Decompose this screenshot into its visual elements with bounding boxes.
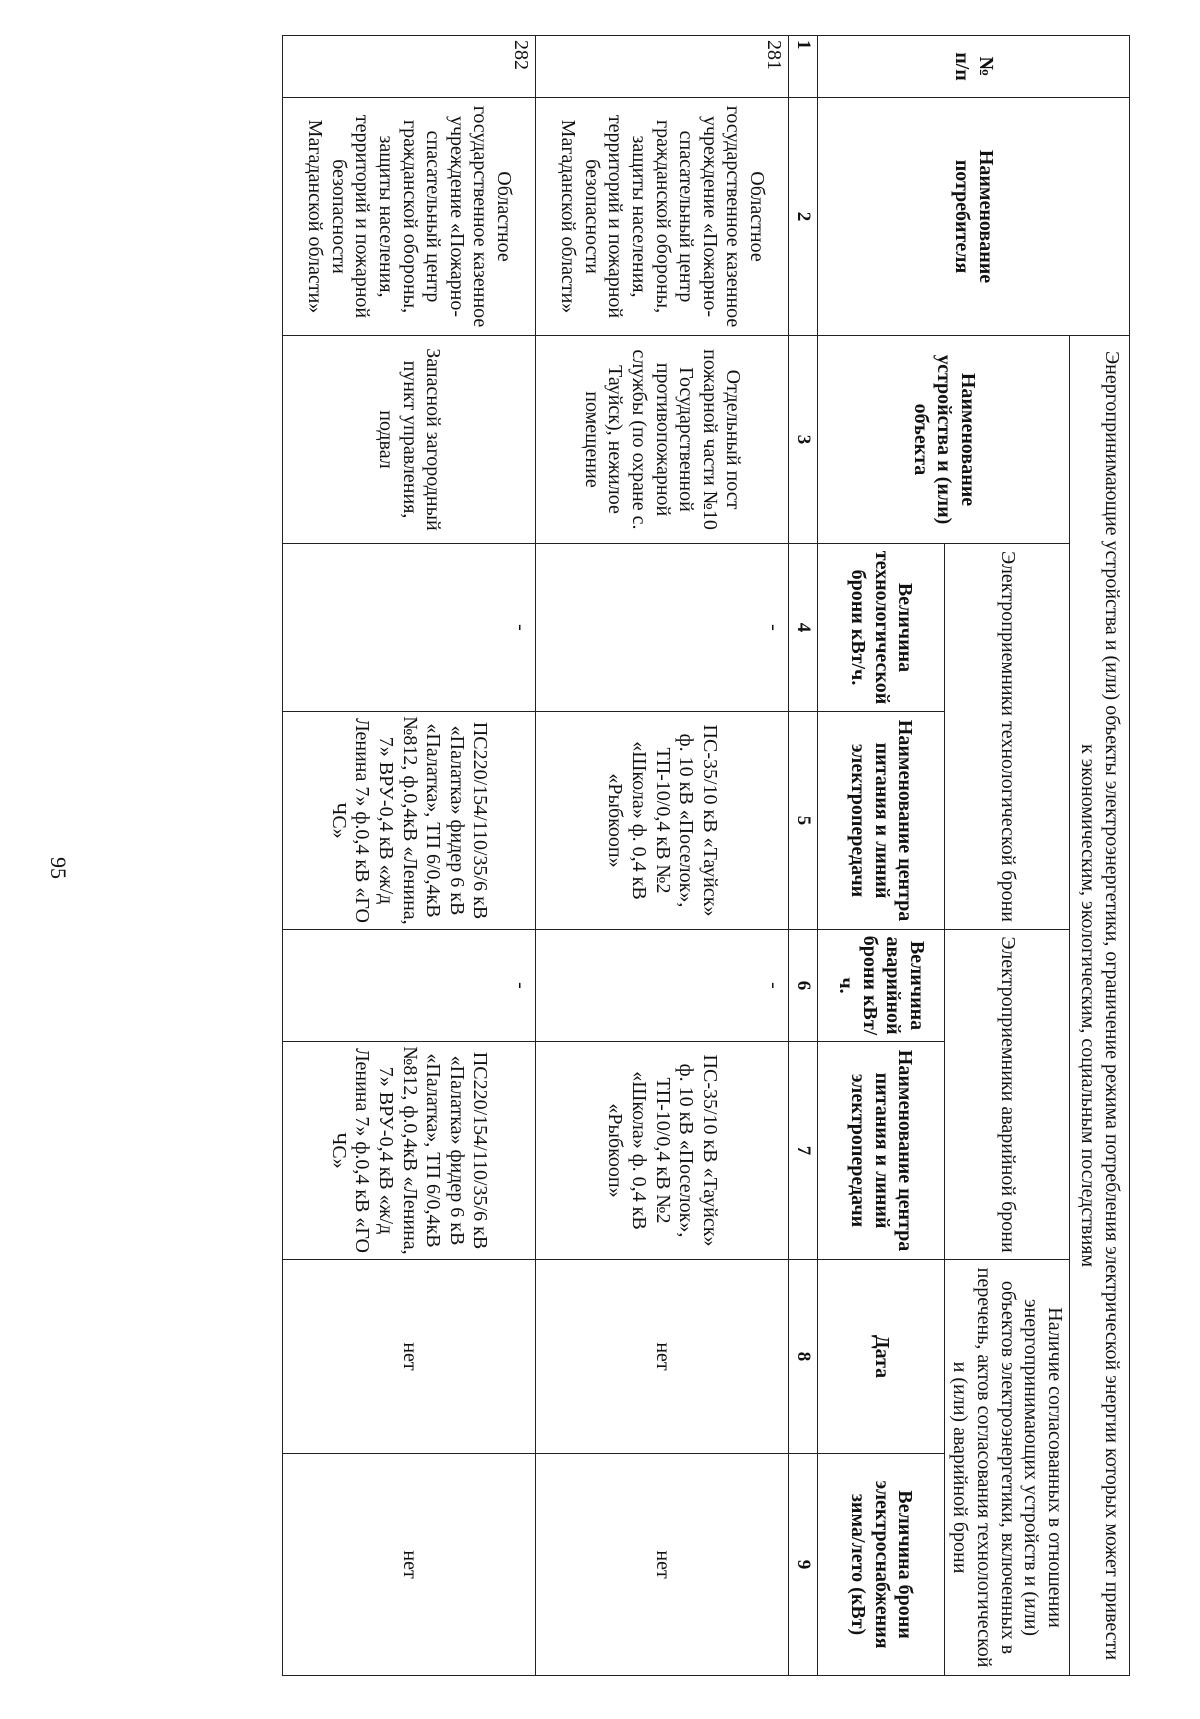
- tech-source: ПС-35/10 кВ «Тауйск» ф. 10 кВ «Поселок», ТП-10/0,4 кВ №2 «Школа» ф. 0,4 кВ «Рыбкооп»: [535, 712, 788, 930]
- consumer-name: Областное государственное казенное учреждение «Пожарно-спасательный центр гражданской обороны, защиты населения, территорий и пожарной безопасности Магаданской области»: [282, 98, 535, 336]
- column-number: 3: [788, 336, 817, 544]
- agreed-date: нет: [282, 1260, 535, 1454]
- page-number: 95: [46, 857, 71, 879]
- header-row-1: [1069, 36, 1129, 1676]
- header-group-emerg: Электроприемники аварийной брони: [944, 930, 1069, 1260]
- header-no: № п/п: [817, 36, 1129, 98]
- column-number: 6: [788, 930, 817, 1042]
- column-number: 9: [788, 1454, 817, 1676]
- emerg-value: -: [535, 930, 788, 1042]
- column-number: 5: [788, 712, 817, 930]
- document-sheet: [120, 35, 1130, 1675]
- column-number: 8: [788, 1260, 817, 1454]
- header-tech-value: Величина технологической брони кВт/ч.: [817, 544, 944, 712]
- tech-source: ПС220/154/110/35/6 кВ «Палатка» фидер 6 кВ «Палатка», ТП 6/0,4кВ №812, ф.0,4кВ «Ленина, 7» ВРУ-0,4 кВ «ж/д Ленина 7» ф.0,4 кВ «ГО ЧС»: [282, 712, 535, 930]
- header-consumer: Наименование потребителя: [817, 98, 1129, 336]
- agreed-value: нет: [535, 1454, 788, 1676]
- header-emerg-source: Наименование центра питания и линий электропередачи: [817, 1042, 944, 1260]
- emerg-source: ПС-35/10 кВ «Тауйск» ф. 10 кВ «Поселок», ТП-10/0,4 кВ №2 «Школа» ф. 0,4 кВ «Рыбкооп»: [535, 1042, 788, 1260]
- consumer-name: Областное государственное казенное учреждение «Пожарно-спасательный центр гражданской обороны, защиты населения, территорий и пожарной безопасности Магаданской области»: [535, 98, 788, 336]
- table-row: [535, 36, 788, 1676]
- column-number: 2: [788, 98, 817, 336]
- header-tech-source: Наименование центра питания и линий электропередачи: [817, 712, 944, 930]
- emerg-source: ПС220/154/110/35/6 кВ «Палатка» фидер 6 кВ «Палатка», ТП 6/0,4кВ №812, ф.0,4кВ «Ленина, 7» ВРУ-0,4 кВ «ж/д Ленина 7» ф.0,4 кВ «ГО ЧС»: [282, 1042, 535, 1260]
- row-number: 282: [282, 36, 535, 98]
- emerg-value: -: [282, 930, 535, 1042]
- column-number: 7: [788, 1042, 817, 1260]
- column-number-row: [788, 36, 817, 1676]
- device-name: Запасной загородный пункт управления, подвал: [282, 336, 535, 544]
- header-group-caption: Энергопринимающие устройства и (или) объекты электроэнергетики, ограничение режима потребления электрической энергии которых может привести к экономическим, экологическим, социальным последствиям: [1069, 336, 1129, 1676]
- tech-value: -: [535, 544, 788, 712]
- column-number: 1: [788, 36, 817, 98]
- device-name: Отдельный пост пожарной части №10 Государственной противопожарной службы (по охране с. Тауйск), нежилое помещение: [535, 336, 788, 544]
- header-device: Наименование устройства и (или) объекта: [817, 336, 1069, 544]
- agreed-value: нет: [282, 1454, 535, 1676]
- header-emerg-value: Величина аварийной брони кВт/ч.: [817, 930, 944, 1042]
- rotated-table-container: [120, 35, 1130, 1675]
- agreed-date: нет: [535, 1260, 788, 1454]
- row-number: 281: [535, 36, 788, 98]
- header-group-tech: Электроприемники технологической брони: [944, 544, 1069, 930]
- column-number: 4: [788, 544, 817, 712]
- consumers-table: [282, 35, 1130, 1676]
- header-agreed-date: Дата: [817, 1260, 944, 1454]
- header-agreed-value: Величина брони электроснабжения зима/лето (кВт): [817, 1454, 944, 1676]
- tech-value: -: [282, 544, 535, 712]
- table-row: [282, 36, 535, 1676]
- header-group-agreed: Наличие согласованных в отношении энергопринимающих устройств и (или) объектов электроэнергетики, включенных в перечень, актов согласования технологической и (или) аварийной брони: [944, 1260, 1069, 1676]
